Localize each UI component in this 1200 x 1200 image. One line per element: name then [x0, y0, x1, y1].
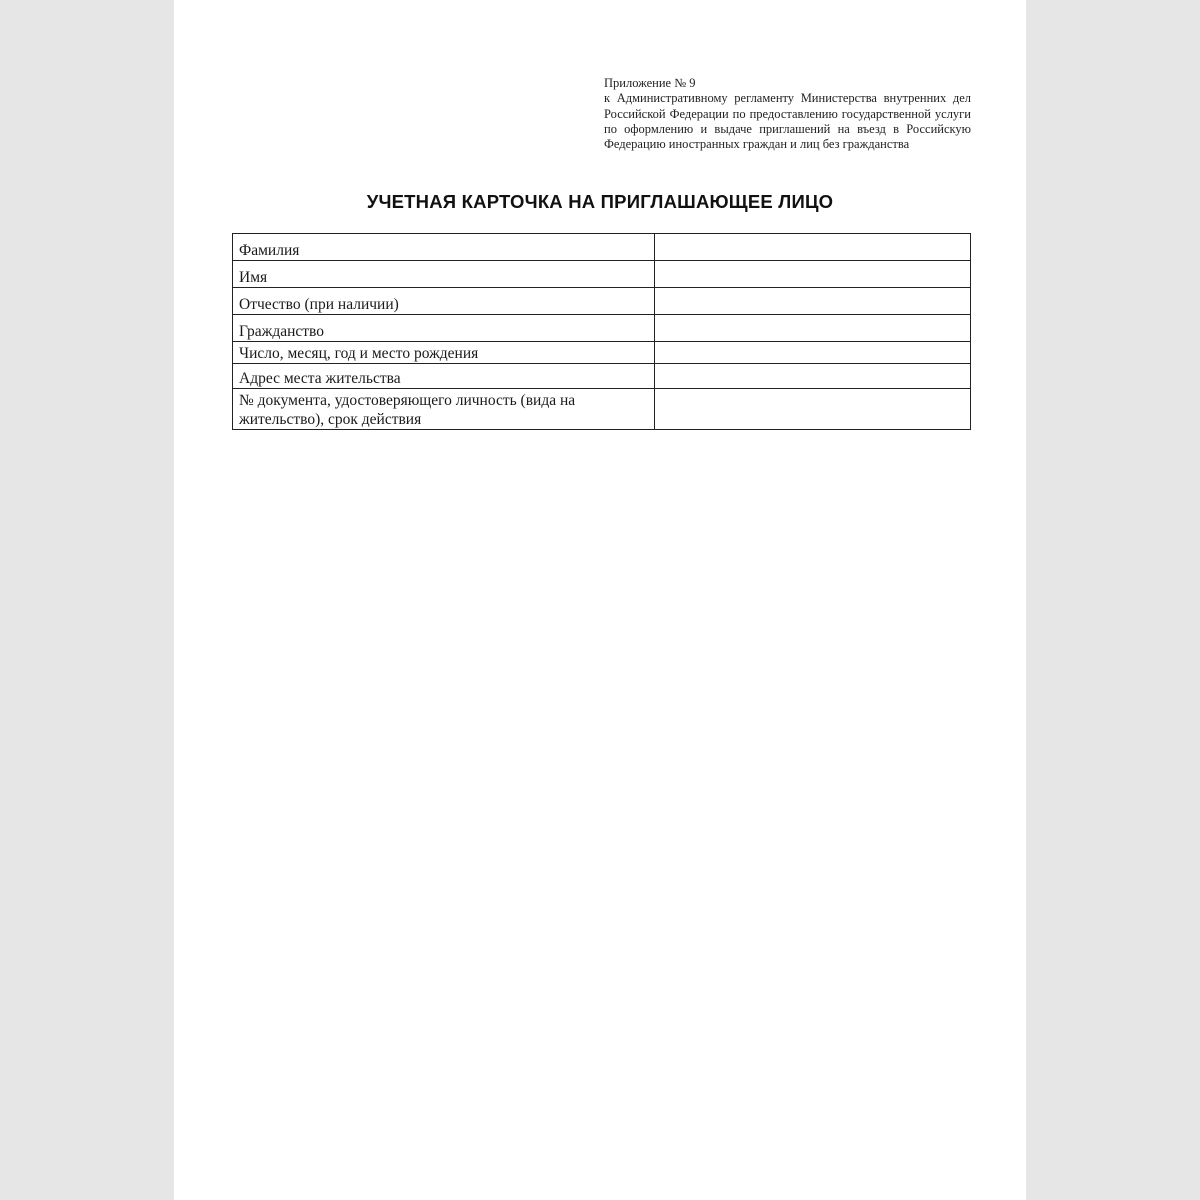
- row-value-name: [655, 261, 971, 288]
- appendix-text: к Административному регламенту Министерства внутренних дел Российской Федерации по предоставлению государственной услуги по оформлению и выдаче приглашений на въезд в Российскую Федерацию иностранных граждан и лиц без гражданства: [604, 91, 971, 152]
- row-value-document: [655, 389, 971, 430]
- table-row: [233, 364, 971, 389]
- document-title: УЧЕТНАЯ КАРТОЧКА НА ПРИГЛАШАЮЩЕЕ ЛИЦО: [366, 191, 834, 212]
- row-value-citizenship: [655, 315, 971, 342]
- row-label-patronymic: Отчество (при наличии): [233, 288, 655, 315]
- table-row: [233, 234, 971, 261]
- row-value-address: [655, 364, 971, 389]
- row-label-birth: Число, месяц, год и место рождения: [233, 342, 655, 364]
- row-label-name: Имя: [233, 261, 655, 288]
- row-label-surname: Фамилия: [233, 234, 655, 261]
- registration-card-table: [232, 233, 971, 430]
- table-row: [233, 389, 971, 430]
- row-value-birth: [655, 342, 971, 364]
- appendix-note: [604, 76, 971, 152]
- row-label-address: Адрес места жительства: [233, 364, 655, 389]
- appendix-number: Приложение № 9: [604, 76, 696, 90]
- row-label-document: № документа, удостоверяющего личность (вида на жительство), срок действия: [233, 389, 655, 430]
- document-page: [174, 0, 1026, 1200]
- row-value-patronymic: [655, 288, 971, 315]
- table-row: [233, 261, 971, 288]
- table-row: [233, 342, 971, 364]
- table-row: [233, 288, 971, 315]
- table-row: [233, 315, 971, 342]
- row-value-surname: [655, 234, 971, 261]
- row-label-citizenship: Гражданство: [233, 315, 655, 342]
